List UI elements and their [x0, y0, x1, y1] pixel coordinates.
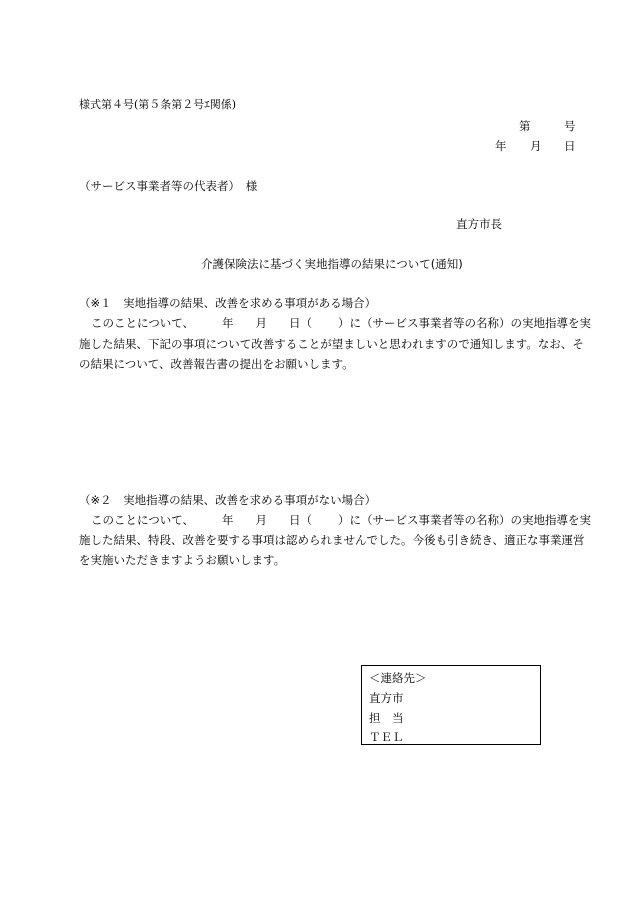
section2-heading: （※２ 実地指導の結果、改善を求める事項がない場合） — [79, 493, 377, 507]
contact-person: 担 当 — [369, 711, 404, 725]
form-number: 様式第４号(第５条第２号ｴ関係) — [79, 98, 237, 111]
doc-number-dai: 第 — [519, 119, 531, 133]
section2-line3: を実施いただきますようお願いします。 — [79, 553, 286, 567]
date-day: 日 — [564, 139, 576, 153]
contact-box — [361, 665, 541, 745]
contact-org: 直方市 — [369, 691, 404, 705]
section2-line1-day: 日（ — [289, 513, 313, 527]
doc-number-go: 号 — [564, 119, 576, 133]
section1-line1-year: 年 — [222, 316, 234, 330]
section1-line1-day: 日（ — [289, 316, 313, 330]
section1-line1-intro: このことについて、 — [91, 316, 195, 330]
sender: 直方市長 — [456, 217, 502, 231]
section1-line1-rest: ）に（サービス事業者等の名称）の実地指導を実 — [338, 316, 592, 330]
section2-line1-rest: ）に（サービス事業者等の名称）の実地指導を実 — [338, 513, 592, 527]
section1-line3: の結果について、改善報告書の提出をお願いします。 — [79, 357, 354, 371]
section1-heading: （※１ 実地指導の結果、改善を求める事項がある場合） — [79, 296, 377, 310]
contact-heading: ＜連絡先＞ — [369, 671, 427, 685]
contact-tel: ＴＥＬ — [369, 730, 404, 744]
section2-line2: 施した結果、特段、改善を要する事項は認められませんでした。今後も引き続き、適正な事業運営 — [79, 533, 585, 547]
section1-line1 — [91, 316, 591, 330]
date-month: 月 — [530, 139, 542, 153]
section1-line2: 施した結果、下記の事項について改善することが望ましいと思われますので通知します。なお、そ — [79, 337, 584, 351]
date-year: 年 — [495, 139, 507, 153]
section2-line1-year: 年 — [222, 513, 234, 527]
section2-line1-intro: このことについて、 — [91, 513, 195, 527]
section2-line1-month: 月 — [255, 513, 268, 527]
section1-line1-month: 月 — [255, 316, 268, 330]
document-title: 介護保険法に基づく実地指導の結果について(通知) — [201, 257, 463, 271]
section2-line1 — [91, 513, 591, 527]
addressee: （サービス事業者等の代表者） 様 — [79, 179, 258, 193]
